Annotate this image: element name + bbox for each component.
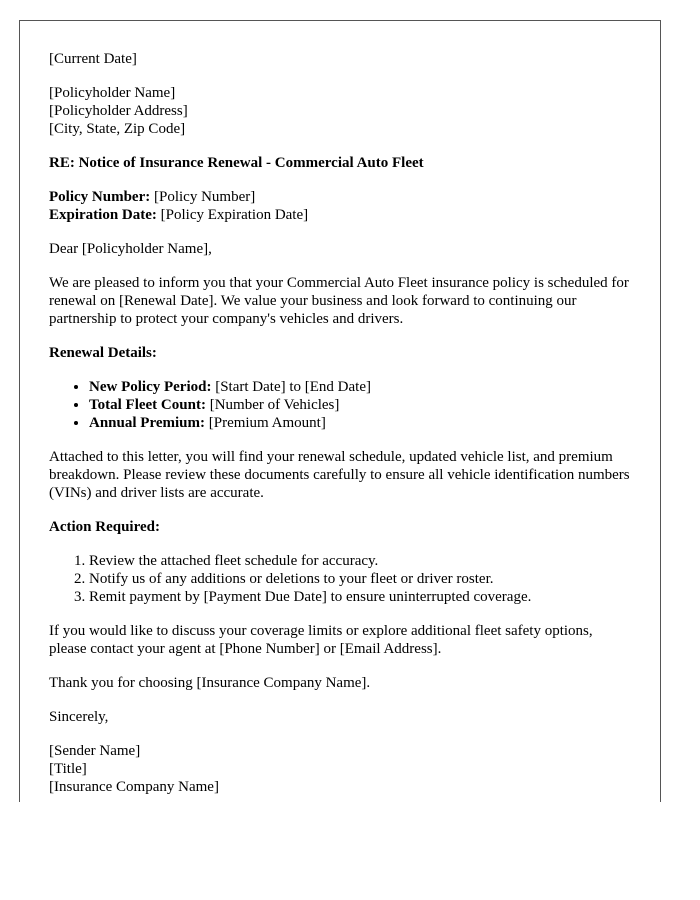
- recipient-address: [Policyholder Address]: [49, 103, 188, 119]
- thanks-paragraph: Thank you for choosing [Insurance Company Name].: [49, 675, 371, 691]
- renewal-item-value: [Number of Vehicles]: [205, 397, 340, 413]
- letter-page: [19, 20, 661, 802]
- recipient-city: [City, State, Zip Code]: [49, 121, 186, 137]
- renewal-item-label: Total Fleet Count:: [89, 397, 206, 413]
- action-heading-text: Action Required:: [49, 519, 160, 535]
- closing: Sincerely,: [49, 709, 109, 725]
- renewal-item-value: [Start Date] to [End Date]: [211, 379, 371, 395]
- subject-text: RE: Notice of Insurance Renewal - Commercial Auto Fleet: [49, 155, 424, 171]
- intro-paragraph: We are pleased to inform you that your Commercial Auto Fleet insurance policy is scheduled for renewal on [Renewal Date]. We value your business and look forward to continuing our partnership to protect your company's vehicles and drivers.: [49, 275, 629, 327]
- expiration-date-line: [49, 206, 632, 224]
- renewal-item-label: Annual Premium:: [89, 415, 205, 431]
- salutation: Dear [Policyholder Name],: [49, 241, 212, 257]
- list-item: [89, 378, 632, 396]
- policy-number-value: [Policy Number]: [150, 189, 256, 205]
- renewal-heading: [49, 344, 632, 362]
- recipient-block: [49, 84, 632, 138]
- renewal-details-list: [49, 378, 632, 432]
- list-item: 1. Review the attached fleet schedule for accuracy.: [89, 552, 632, 570]
- action-list: [49, 552, 632, 606]
- recipient-name: [Policyholder Name]: [49, 85, 176, 101]
- renewal-item-value: [Premium Amount]: [204, 415, 326, 431]
- list-item: 3. Remit payment by [Payment Due Date] to ensure uninterrupted coverage.: [89, 588, 632, 606]
- letter-date: [Current Date]: [49, 51, 137, 67]
- sender-company: [Insurance Company Name]: [49, 779, 219, 795]
- list-item: [89, 414, 632, 432]
- renewal-heading-text: Renewal Details:: [49, 345, 157, 361]
- policy-number-label: Policy Number:: [49, 189, 151, 205]
- renewal-item-label: New Policy Period:: [89, 379, 212, 395]
- policy-number-line: [49, 188, 632, 206]
- contact-paragraph: If you would like to discuss your coverage limits or explore additional fleet safety options, please contact your agent at [Phone Number] or [Email Address].: [49, 623, 593, 657]
- policy-info: [49, 188, 632, 224]
- sender-title: [Title]: [49, 761, 87, 777]
- signature-block: [49, 742, 632, 796]
- list-item: [89, 396, 632, 414]
- expiration-date-value: [Policy Expiration Date]: [156, 207, 309, 223]
- attachments-paragraph: Attached to this letter, you will find your renewal schedule, updated vehicle list, and premium breakdown. Please review these documents carefully to ensure all vehicle identification numbers (VINs) and driver lists are accurate.: [49, 449, 630, 501]
- sender-name: [Sender Name]: [49, 743, 141, 759]
- action-heading: [49, 518, 632, 536]
- subject-line: [49, 154, 632, 172]
- list-item: 2. Notify us of any additions or deletions to your fleet or driver roster.: [89, 570, 632, 588]
- expiration-date-label: Expiration Date:: [49, 207, 157, 223]
